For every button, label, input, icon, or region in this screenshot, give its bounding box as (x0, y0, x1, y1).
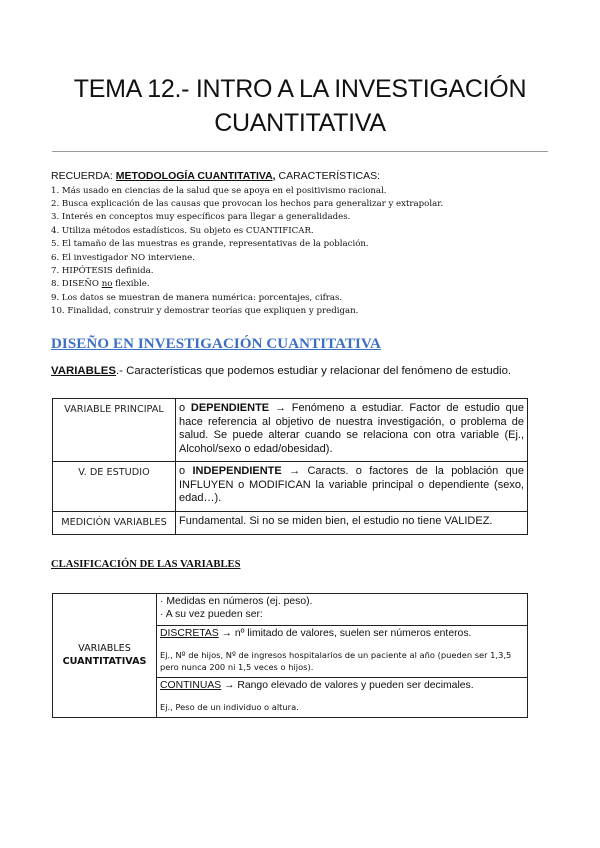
characteristics-list (51, 185, 551, 319)
section-title: DISEÑO EN INVESTIGACIÓN CUANTITATIVA (51, 336, 381, 352)
table-row (53, 462, 528, 512)
continuas-definition (160, 680, 524, 693)
continuas-name: CONTINUAS (160, 679, 222, 691)
recuerda-suffix: CARACTERÍSTICAS: (275, 170, 381, 182)
list-item: 5. El tamaño de las muestras es grande, representativas de la población. (51, 239, 369, 250)
continuas-text: → Rango elevado de valores y pueden ser decimales. (221, 679, 474, 691)
discretas-example: Ej., Nº de hijos, Nº de ingresos hospitalarios de un paciente al año (pueden ser 1,3,5 pero nunca 200 ni 1,5 veces o hijos). (160, 650, 512, 672)
variable-kind: INDEPENDIENTE (192, 465, 282, 477)
list-item: 10. Finalidad, construir y demostrar teorías que expliquen y predigan. (51, 306, 359, 317)
arrow-icon: → (281, 465, 308, 477)
bullet-marker: o (179, 402, 191, 414)
spacer (160, 640, 524, 650)
title-divider (52, 151, 548, 152)
variables-definition (51, 365, 561, 377)
variable-type-cell: VARIABLE PRINCIPAL (53, 399, 176, 462)
list-item: 3. Interés en conceptos muy específicos para llegar a generalidades. (51, 212, 351, 223)
variables-table (52, 398, 528, 535)
variable-description-cell (176, 462, 528, 512)
bullet-marker: o (179, 465, 193, 477)
point8-underlined: no (101, 279, 113, 290)
list-item: 7. HIPÓTESIS definida. (51, 265, 154, 276)
variable-type-cell: MEDICIÓN VARIABLES (53, 511, 176, 534)
variables-text: .- Características que podemos estudiar y relacionar del fenómeno de estudio. (115, 365, 512, 377)
spacer (160, 692, 524, 702)
recuerda-bold: METODOLOGÍA CUANTITATIVA, (115, 170, 276, 182)
point8-prefix: 8. DISEÑO (51, 279, 102, 290)
variables-label: VARIABLES (51, 365, 116, 377)
variable-description-cell: Fundamental. Si no se miden bien, el estudio no tiene VALIDEZ. (176, 511, 528, 534)
category-label-line1: VARIABLES (78, 643, 131, 655)
intro-cell (157, 594, 528, 626)
variable-description: Caracts. o factores de la población que INFLUYEN o MODIFICAN la variable principal o dependiente (sexo, edad…). (179, 465, 524, 504)
discretas-text: → nº limitado de valores, suelen ser números enteros. (218, 627, 472, 639)
table-row (53, 511, 528, 534)
list-item: 2. Busca explicación de las causas que provocan los hechos para generalizar y extrapolar. (51, 198, 444, 209)
continuas-cell (157, 677, 528, 717)
recuerda-prefix: RECUERDA: (51, 170, 116, 182)
discretas-definition (160, 628, 524, 641)
table-row (53, 399, 528, 462)
discretas-cell (157, 625, 528, 677)
variable-category-cell (53, 594, 157, 718)
intro-line-1: · Medidas en números (ej. peso). (160, 596, 313, 607)
title-line-1: TEMA 12.- INTRO A LA INVESTIGACIÓN (73, 75, 527, 103)
table-row (53, 594, 528, 626)
variable-kind: DEPENDIENTE (190, 402, 270, 414)
recuerda-block (51, 170, 551, 319)
classification-title: CLASIFICACIÓN DE LAS VARIABLES (51, 559, 241, 570)
list-item: 9. Los datos se muestran de manera numérica: porcentajes, cifras. (51, 292, 343, 303)
classification-table (52, 593, 528, 718)
intro-line-2: · A su vez pueden ser: (160, 608, 263, 620)
recuerda-heading (51, 170, 551, 184)
page-title (0, 72, 600, 140)
category-label-line2 (57, 655, 152, 668)
list-item: 4. Utiliza métodos estadísticos. Su objeto es CUANTIFICAR. (51, 225, 314, 236)
category-label-bold: CUANTITATIVAS (62, 656, 147, 668)
continuas-example: Ej., Peso de un individuo o altura. (160, 702, 299, 713)
variable-description: Fenómeno a estudiar. Factor de estudio que hace referencia al objetivo de nuestra investigación, o problema de salud. Se puede alterar cuando se relaciona con otra variable (Ej., Alcohol/sexo o edad/obesidad). (179, 402, 524, 455)
list-item: 1. Más usado en ciencias de la salud que se apoya en el positivismo racional. (51, 185, 387, 196)
point8-suffix: flexible. (112, 279, 150, 290)
arrow-icon: → (269, 402, 292, 414)
list-item (51, 278, 551, 291)
title-line-2: CUANTITATIVA (214, 109, 386, 137)
list-item: 6. El investigador NO interviene. (51, 252, 195, 263)
variable-description-cell (176, 399, 528, 462)
discretas-name: DISCRETAS (160, 627, 219, 639)
variable-type-cell: V. DE ESTUDIO (53, 462, 176, 512)
